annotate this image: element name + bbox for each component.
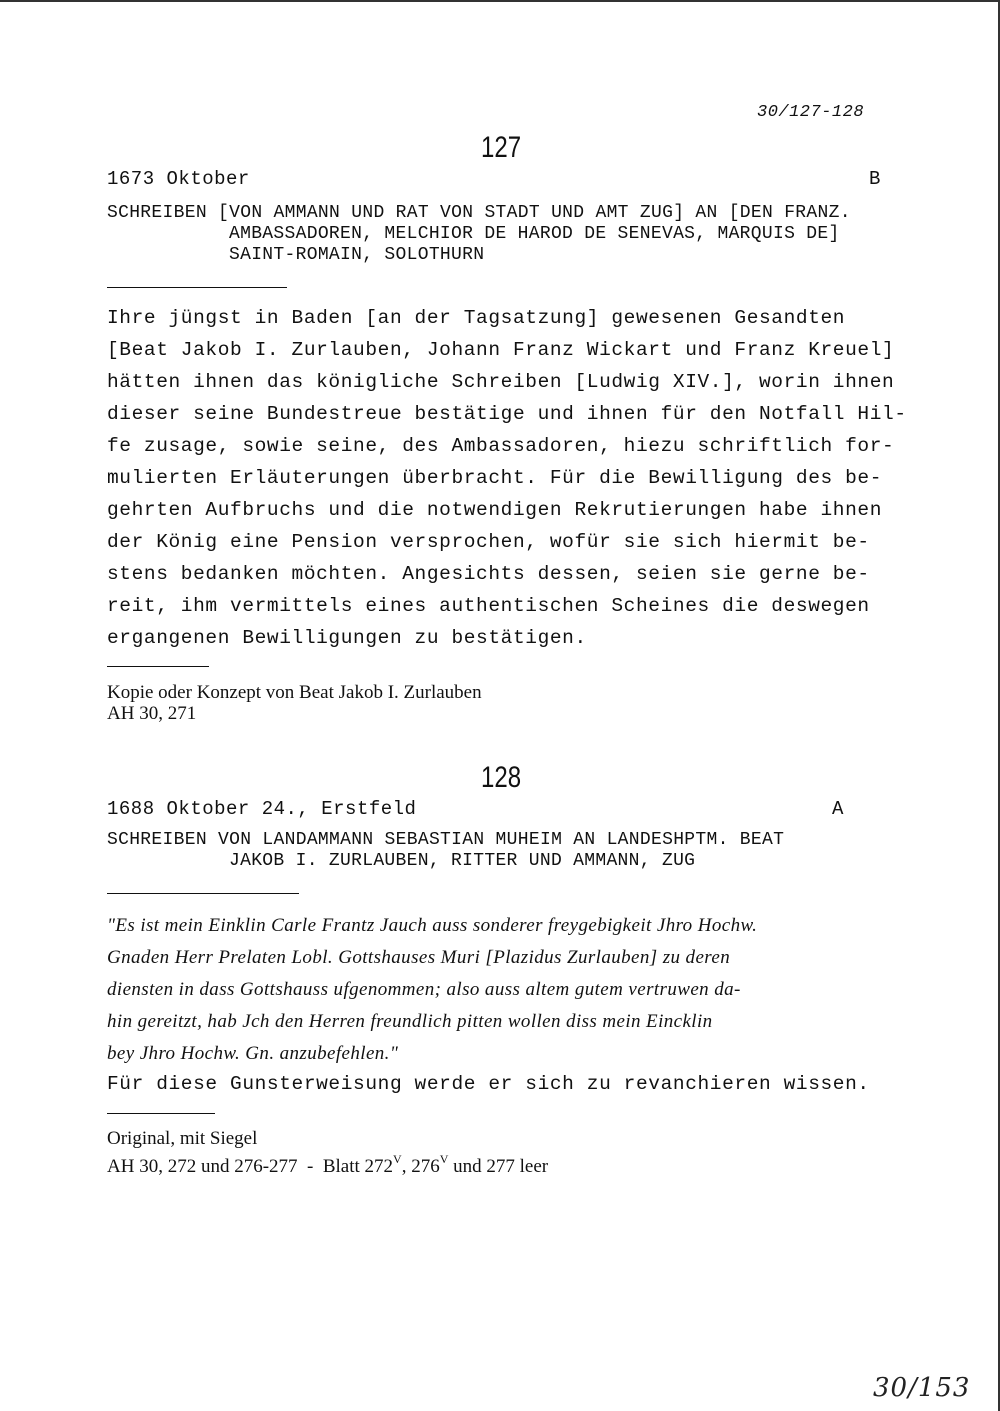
doc-title-127 bbox=[107, 203, 851, 266]
quote-line: diensten in dass Gottshauss ufgenommen; also auss altem gutem vertruwen da- bbox=[107, 979, 741, 1000]
doc-grade-127: B bbox=[869, 168, 881, 190]
divider bbox=[107, 666, 209, 667]
source-line: Original, mit Siegel bbox=[107, 1128, 258, 1149]
source-text: und 277 leer bbox=[448, 1156, 549, 1177]
doc-number-128: 128 bbox=[481, 761, 522, 794]
source-line bbox=[107, 1149, 548, 1177]
doc-date-128: 1688 Oktober 24., Erstfeld bbox=[107, 798, 417, 820]
title-line: JAKOB I. ZURLAUBEN, RITTER UND AMMANN, ZUG bbox=[229, 851, 696, 871]
body-line: dieser seine Bundestreue bestätige und ihnen für den Notfall Hil- bbox=[107, 403, 907, 425]
body-line: Ihre jüngst in Baden [an der Tagsatzung] gewesenen Gesandten bbox=[107, 307, 846, 329]
body-line: gehrten Aufbruchs und die notwendigen Rekrutierungen habe ihnen bbox=[107, 499, 883, 521]
quote-line: bey Jhro Hochw. Gn. anzubefehlen." bbox=[107, 1043, 399, 1064]
body-line: stens bedanken möchten. Angesichts dessen, seien sie gerne be- bbox=[107, 563, 870, 585]
doc-source-127 bbox=[107, 682, 482, 724]
quote-line: Gnaden Herr Prelaten Lobl. Gottshauses Muri [Plazidus Zurlauben] zu deren bbox=[107, 947, 731, 968]
body-line: reit, ihm vermittels eines authentischen Scheines die deswegen bbox=[107, 595, 870, 617]
source-text: AH 30, 272 und 276-277 - Blatt 272 bbox=[107, 1156, 394, 1177]
body-line: [Beat Jakob I. Zurlauben, Johann Franz Wickart und Franz Kreuel] bbox=[107, 339, 895, 361]
page-reference: 30/127-128 bbox=[757, 103, 865, 122]
doc-summary-128 bbox=[107, 1068, 897, 1100]
body-line: ergangenen Bewilligungen zu bestätigen. bbox=[107, 627, 587, 649]
body-line: fe zusage, sowie seine, des Ambassadoren, hiezu schriftlich for- bbox=[107, 435, 895, 457]
doc-number-127: 127 bbox=[481, 131, 522, 164]
verso-mark: V bbox=[439, 1152, 449, 1166]
source-text: , 276 bbox=[401, 1156, 440, 1177]
verso-mark: V bbox=[393, 1152, 402, 1166]
doc-body-127 bbox=[107, 302, 907, 654]
doc-source-128 bbox=[107, 1128, 548, 1177]
doc-grade-128: A bbox=[832, 798, 844, 820]
quote-line: "Es ist mein Einklin Carle Frantz Jauch auss sonderer freygebigkeit Jhro Hochw. bbox=[107, 915, 758, 936]
divider bbox=[107, 1113, 215, 1114]
quote-line: hin gereitzt, hab Jch den Herren freundlich pitten wollen diss mein Eincklin bbox=[107, 1011, 713, 1032]
summary-line: Für diese Gunsterweisung werde er sich zu revanchieren wissen. bbox=[107, 1073, 870, 1095]
title-line: SCHREIBEN [VON AMMANN UND RAT VON STADT UND AMT ZUG] AN [DEN FRANZ. bbox=[107, 203, 851, 223]
handwritten-note: 30/153 bbox=[873, 1373, 971, 1403]
title-line: SAINT-ROMAIN, SOLOTHURN bbox=[229, 245, 485, 265]
scan-edge-top bbox=[0, 0, 1000, 2]
doc-quote-128 bbox=[107, 910, 907, 1070]
divider bbox=[107, 287, 287, 288]
doc-title-128 bbox=[107, 830, 784, 872]
body-line: hätten ihnen das königliche Schreiben [Ludwig XIV.], worin ihnen bbox=[107, 371, 895, 393]
body-line: mulierten Erläuterungen überbracht. Für die Bewilligung des be- bbox=[107, 467, 883, 489]
body-line: der König eine Pension versprochen, wofür sie sich hiermit be- bbox=[107, 531, 870, 553]
title-line: AMBASSADOREN, MELCHIOR DE HAROD DE SENEVAS, MARQUIS DE] bbox=[229, 224, 840, 244]
source-line: AH 30, 271 bbox=[107, 703, 197, 724]
title-line: SCHREIBEN VON LANDAMMANN SEBASTIAN MUHEIM AN LANDESHPTM. BEAT bbox=[107, 830, 785, 850]
source-line: Kopie oder Konzept von Beat Jakob I. Zurlauben bbox=[107, 682, 482, 703]
doc-date-127: 1673 Oktober bbox=[107, 168, 250, 190]
divider bbox=[107, 893, 299, 894]
